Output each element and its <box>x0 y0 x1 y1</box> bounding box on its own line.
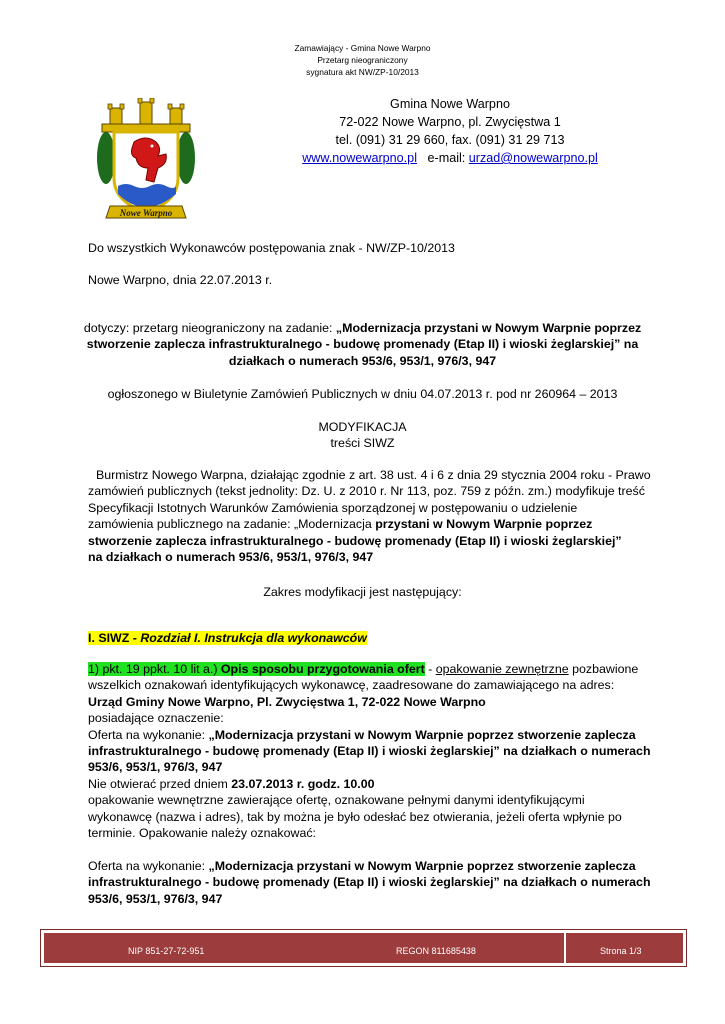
document-title <box>60 419 665 452</box>
title-modification: MODYFIKACJA <box>318 420 407 434</box>
point-1-line-5: Oferta na wykonanie: „Modernizacja przystani w Nowym Warpnie poprzez stworzenie zaplecza <box>88 727 636 742</box>
footer-nip: NIP 851-27-72-951 <box>128 946 205 956</box>
point-1-line-1: 1) pkt. 19 ppkt. 10 lit a.) Opis sposobu przygotowania ofert - opakowanie zewnętrzne pozbawione <box>88 662 639 676</box>
subject-title-3: działkach o numerach 953/6, 953/1, 976/3, 947 <box>228 353 497 368</box>
header-line-contracting: Zamawiający - Gmina Nowe Warpno <box>294 43 431 53</box>
section-heading <box>88 630 367 646</box>
intro-paragraph <box>88 467 688 565</box>
point-1-paragraph <box>88 661 688 907</box>
subject-title-1: „Modernizacja przystani w Nowym Warpnie poprzez <box>335 321 642 335</box>
point-1-line-13: infrastrukturalnego - budowę promenady (Etap II) i wioski żeglarskiej” na działkach o numerach <box>88 875 651 890</box>
point-1-line-2: wszelkich oznakowań identyfikujących wykonawcę, zaadresowane do zamawiającego na adres: <box>88 678 615 693</box>
point-1-line-9: opakowanie wewnętrzne zawierające ofertę, oznakowane pełnymi danymi identyfikującymi <box>88 793 585 808</box>
footer-page-number: Strona 1/3 <box>600 946 642 956</box>
municipality-name: Gmina Nowe Warpno <box>390 97 510 111</box>
page-footer <box>40 929 687 967</box>
address-block <box>290 95 610 167</box>
intro-line-1: Burmistrz Nowego Warpna, działając zgodnie z art. 38 ust. 4 i 6 z dnia 29 stycznia 2004 roku - Prawo <box>96 468 651 482</box>
header-line-procedure: Przetarg nieograniczony <box>317 55 408 65</box>
section-prefix: I. SIWZ - <box>88 631 141 645</box>
footer-regon: REGON 811685438 <box>396 946 476 956</box>
contact-links <box>290 149 610 167</box>
crest-banner-text: Nowe Warpno <box>119 208 173 218</box>
point-1-address: Urząd Gminy Nowe Warpno, Pl. Zwycięstwa 1, 72-022 Nowe Warpno <box>88 694 486 709</box>
email-label: e-mail: <box>427 151 466 165</box>
footer-divider <box>564 933 566 963</box>
point-1-deadline: Nie otwierać przed dniem 23.07.2013 r. godz. 10.00 <box>88 776 375 791</box>
document-header <box>0 42 725 78</box>
point-1-line-6: infrastrukturalnego - budowę promenady (Etap II) i wioski żeglarskiej” na działkach o numerach <box>88 744 651 759</box>
website-link[interactable]: www.nowewarpno.pl <box>302 151 417 165</box>
intro-line-6: na działkach o numerach 953/6, 953/1, 976/3, 947 <box>88 550 374 565</box>
coat-of-arms-logo <box>96 98 196 228</box>
street-address: 72-022 Nowe Warpno, pl. Zwycięstwa 1 <box>339 115 561 129</box>
subject-prefix: dotyczy: przetarg nieograniczony na zadanie: <box>83 321 336 335</box>
recipients-line: Do wszystkich Wykonawców postępowania znak - NW/ZP-10/2013 <box>88 241 455 255</box>
intro-line-4: zamówienia publicznego na zadanie: „Modernizacja przystani w Nowym Warpnie poprzez <box>88 517 593 532</box>
point-1-line-12: Oferta na wykonanie: „Modernizacja przystani w Nowym Warpnie poprzez stworzenie zaplecza <box>88 858 636 873</box>
section-chapter: Rozdział I. Instrukcja dla wykonawców <box>140 631 367 645</box>
point-1-line-7: 953/6, 953/1, 976/3, 947 <box>88 760 223 775</box>
footer-bar <box>44 933 683 963</box>
point-1-line-10: wykonawcę (nazwa i adres), tak by można je było odesłać bez otwierania, jeżeli oferta wpłynie po <box>88 809 622 824</box>
title-siwz: treści SIWZ <box>330 436 395 451</box>
intro-line-5: stworzenie zaplecza infrastrukturalnego - budowę promenady (Etap II) i wioski żeglarskiej” <box>88 533 622 548</box>
place-date: Nowe Warpno, dnia 22.07.2013 r. <box>88 273 273 287</box>
announcement-line: ogłoszonego w Biuletynie Zamówień Publicznych w dniu 04.07.2013 r. pod nr 260964 – 2013 <box>107 387 618 401</box>
scope-line: Zakres modyfikacji jest następujący: <box>263 585 462 599</box>
header-line-reference: sygnatura akt NW/ZP-10/2013 <box>306 67 419 77</box>
point-1-line-14: 953/6, 953/1, 976/3, 947 <box>88 891 223 906</box>
phone-fax: tel. (091) 31 29 660, fax. (091) 31 29 713 <box>335 133 565 147</box>
email-link[interactable]: urzad@nowewarpno.pl <box>468 151 598 165</box>
subject-title-2: stworzenie zaplecza infrastrukturalnego - budowę promenady (Etap II) i wioski żeglarskiej” na <box>86 337 639 352</box>
intro-line-2: zamówień publicznych (tekst jednolity: Dz. U. z 2010 r. Nr 113, poz. 759 z późn. zm.) modyfikuje treść <box>88 484 645 499</box>
subject-block <box>60 320 665 369</box>
point-1-line-11: terminie. Opakowanie należy oznakować: <box>88 826 316 841</box>
intro-line-3: Specyfikacji Istotnych Warunków Zamówienia sporządzonej w postępowaniu o udzielenie <box>88 500 578 515</box>
point-1-line-4: posiadające oznaczenie: <box>88 711 224 726</box>
